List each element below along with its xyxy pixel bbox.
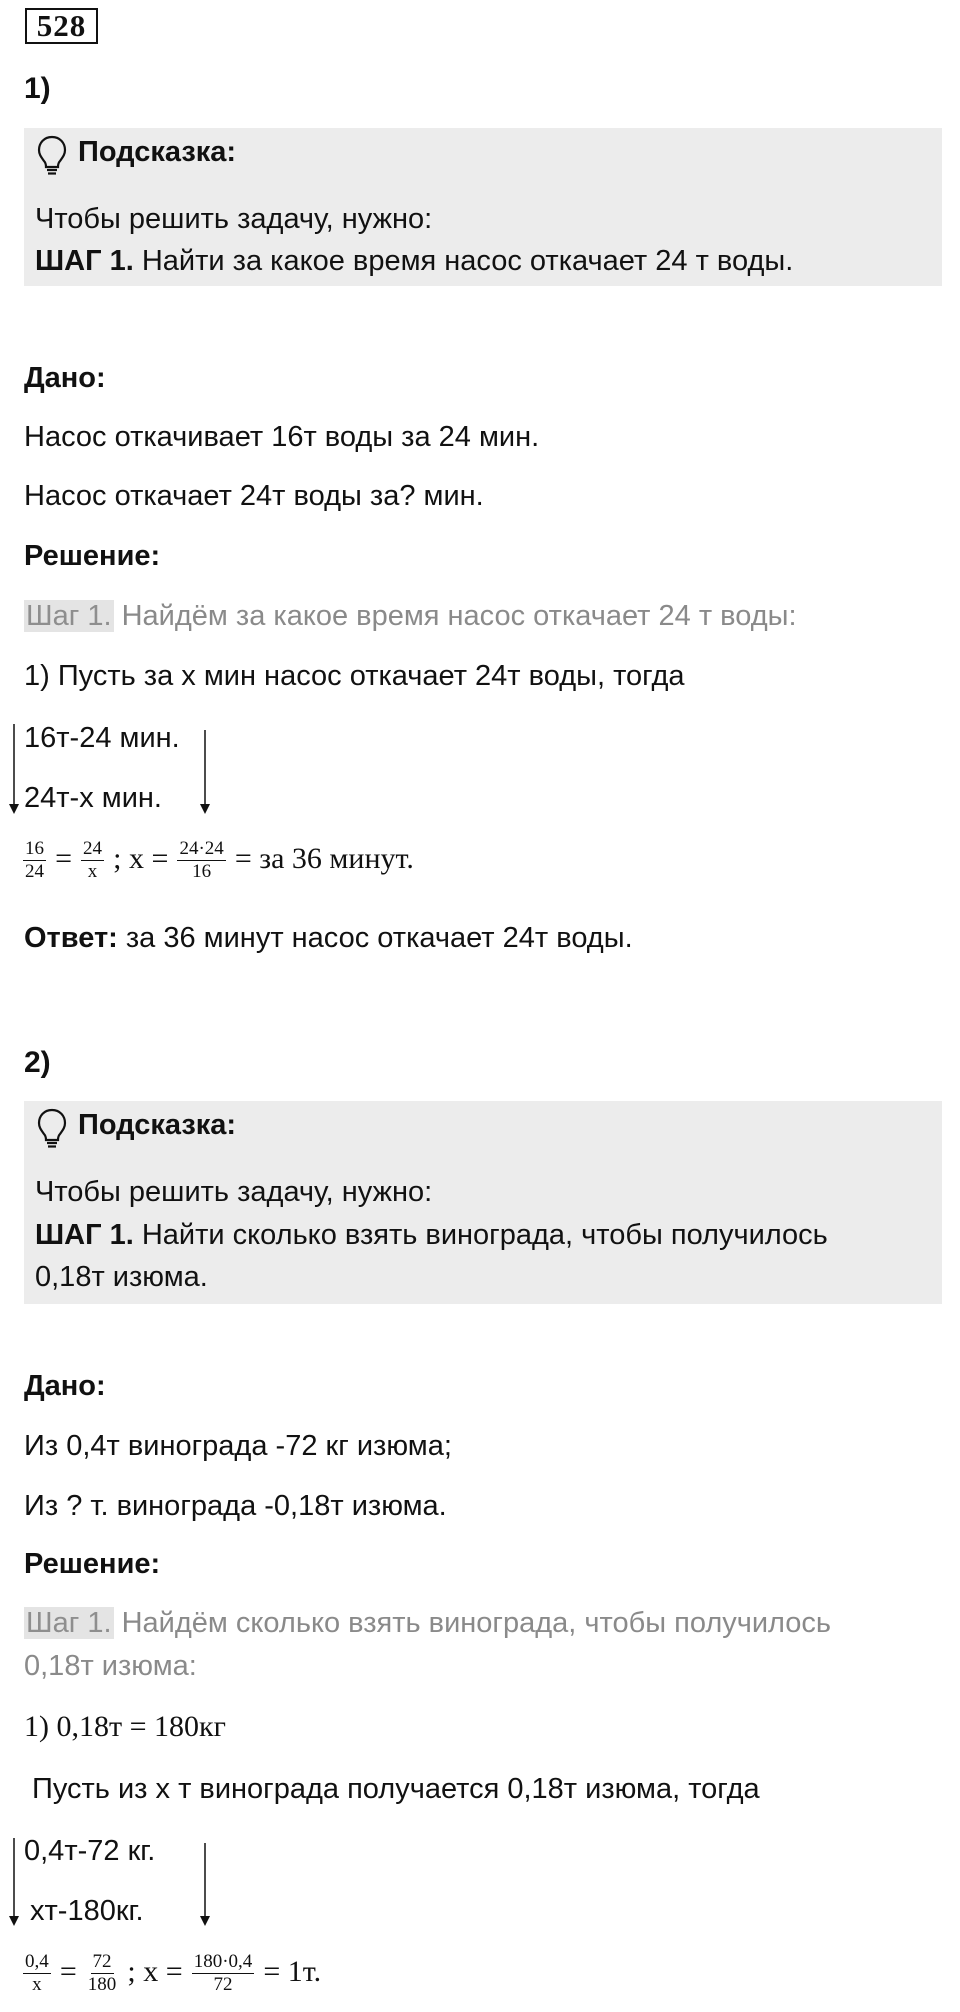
fraction: $\frac{0,4}{x}$	[25, 1951, 49, 1995]
hint-step-text: Найти за какое время насос откачает 24 т воды.	[133, 245, 794, 277]
given-line-1: Насос откачивает 16т воды за 24 мин.	[24, 421, 540, 453]
solution-label: Решение:	[24, 1548, 161, 1580]
down-arrow-icon	[9, 724, 19, 814]
part-2-label: 2)	[24, 1046, 51, 1079]
answer-text: за 36 минут насос откачает 24т воды.	[117, 922, 633, 954]
step-text: Найдём сколько взять винограда, чтобы получилось	[113, 1607, 832, 1639]
step-label: Шаг 1.	[26, 1607, 112, 1639]
down-arrow-icon	[9, 1838, 19, 1926]
hint-step-label: ШАГ 1.	[35, 245, 134, 277]
hint-title: Подсказка:	[78, 136, 237, 168]
down-arrow-icon	[200, 730, 210, 814]
step-text: Найдём за какое время насос откачает 24 т воды:	[113, 600, 797, 632]
proportion-line-2: xт-180кг.	[30, 1895, 144, 1927]
hint-step-text: Найти сколько взять винограда, чтобы получилось	[133, 1219, 828, 1251]
fraction: $\frac{24}{x}$	[83, 838, 103, 882]
hint-intro: Чтобы решить задачу, нужно:	[35, 1176, 433, 1208]
formula-1: $\frac{16}{24}$ = $\frac{24}{x}$ ; x = $\frac{24\cdot 24}{16}$ = за 36 минут.	[25, 838, 414, 882]
part-1-label: 1)	[24, 72, 51, 105]
step-label: Шаг 1.	[26, 600, 112, 632]
fraction: $\frac{24\cdot 24}{16}$	[179, 838, 224, 882]
fraction: $\frac{180\cdot 0,4}{72}$	[193, 1951, 253, 1995]
fraction: $\frac{72}{180}$	[87, 1951, 117, 1995]
proportion-line-1: 0,4т-72 кг.	[24, 1835, 156, 1867]
task-number: 528	[25, 8, 98, 44]
given-label: Дано:	[24, 362, 106, 394]
hint-intro: Чтобы решить задачу, нужно:	[35, 203, 433, 235]
given-label: Дано:	[24, 1370, 106, 1402]
down-arrow-icon	[200, 1843, 210, 1926]
solution-step-cont: 0,18т изюма:	[24, 1650, 197, 1682]
proportion-line-1: 16т-24 мин.	[24, 722, 180, 754]
solution-line-1: 1) 0,18т = 180кг	[24, 1710, 226, 1743]
given-line-2: Из ? т. винограда -0,18т изюма.	[24, 1490, 447, 1522]
given-line-2: Насос откачает 24т воды за? мин.	[24, 480, 484, 512]
given-line-1: Из 0,4т винограда -72 кг изюма;	[24, 1430, 452, 1462]
solution-line-2: Пусть из x т винограда получается 0,18т изюма, тогда	[32, 1773, 760, 1805]
answer-label: Ответ:	[24, 922, 118, 954]
fraction: $\frac{16}{24}$	[25, 838, 44, 882]
solution-line-1: 1) Пусть за x мин насос откачает 24т воды, тогда	[24, 660, 685, 692]
solution-label: Решение:	[24, 540, 161, 572]
hint-step-cont: 0,18т изюма.	[35, 1261, 208, 1293]
proportion-line-2: 24т-x мин.	[24, 782, 162, 814]
hint-title: Подсказка:	[78, 1109, 237, 1141]
hint-step-label: ШАГ 1.	[35, 1219, 134, 1251]
formula-2: $\frac{0,4}{x}$ = $\frac{72}{180}$ ; x = $\frac{180\cdot 0,4}{72}$ = 1т.	[25, 1951, 322, 1995]
